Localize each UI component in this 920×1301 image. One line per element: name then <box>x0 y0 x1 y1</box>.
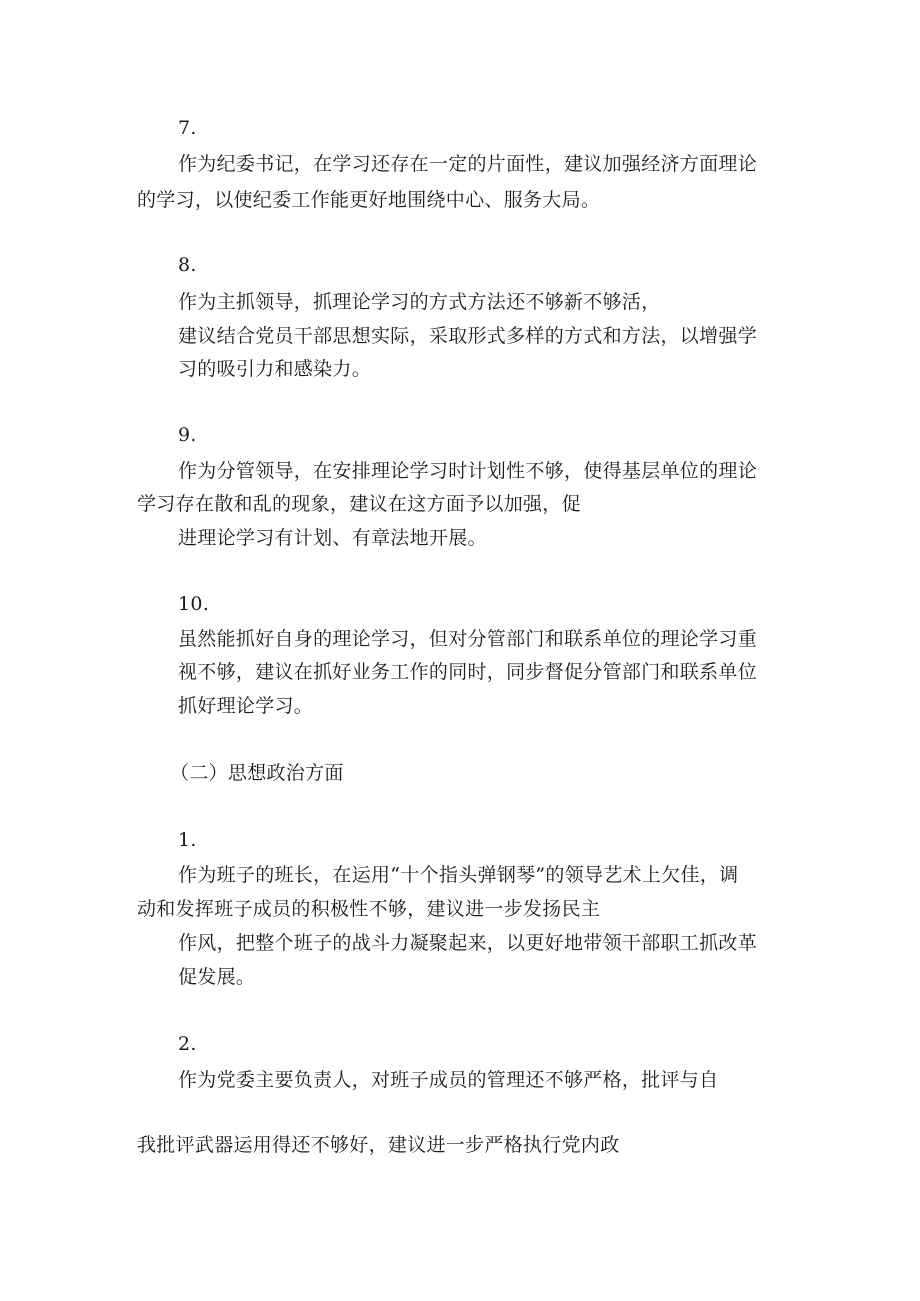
paragraph-line: 视不够，建议在抓好业务工作的同时，同步督促分管部门和联系单位 <box>178 661 758 683</box>
paragraph-line: 虽然能抓好自身的理论学习，但对分管部门和联系单位的理论学习重 <box>178 628 758 650</box>
paragraph-line: 我批评武器运用得还不够好，建议进一步严格执行党内政 <box>137 1134 620 1156</box>
paragraph-line: 抓好理论学习。 <box>178 695 314 717</box>
paragraph-line: 学习存在散和乱的现象，建议在这方面予以加强，促 <box>137 493 581 515</box>
paragraph-line: 作为纪委书记，在学习还存在一定的片面性，建议加强经济方面理论 <box>178 153 758 175</box>
item-number: 7. <box>178 117 197 139</box>
item-number: 10. <box>178 593 210 615</box>
item-number: 2. <box>178 1033 197 1055</box>
paragraph-line: 作为主抓领导，抓理论学习的方式方法还不够新不够活， <box>178 291 661 313</box>
item-number: 9. <box>178 424 197 446</box>
paragraph-line: 的学习，以使纪委工作能更好地围绕中心、服务大局。 <box>137 189 601 211</box>
item-number: 1. <box>178 829 197 851</box>
paragraph-line: 作为分管领导，在安排理论学习时计划性不够，使得基层单位的理论 <box>178 460 758 482</box>
item-number: 8. <box>178 254 197 276</box>
paragraph-line: 建议结合党员干部思想实际，采取形式多样的方式和方法，以增强学 <box>178 325 758 347</box>
paragraph-line: 促发展。 <box>178 966 256 988</box>
paragraph-line: 习的吸引力和感染力。 <box>178 358 372 380</box>
paragraph-line: 作为班子的班长，在运用“十个指头弹钢琴”的领导艺术上欠佳，调 <box>178 864 739 886</box>
paragraph-line: 动和发挥班子成员的积极性不够，建议进一步发扬民主 <box>137 898 601 920</box>
paragraph-line: 进理论学习有计划、有章法地开展。 <box>178 527 487 549</box>
section-heading: （二）思想政治方面 <box>170 762 344 784</box>
paragraph-line: 作风，把整个班子的战斗力凝聚起来，以更好地带领干部职工抓改革 <box>178 932 758 954</box>
paragraph-line: 作为党委主要负责人，对班子成员的管理还不够严格，批评与自 <box>178 1069 719 1091</box>
